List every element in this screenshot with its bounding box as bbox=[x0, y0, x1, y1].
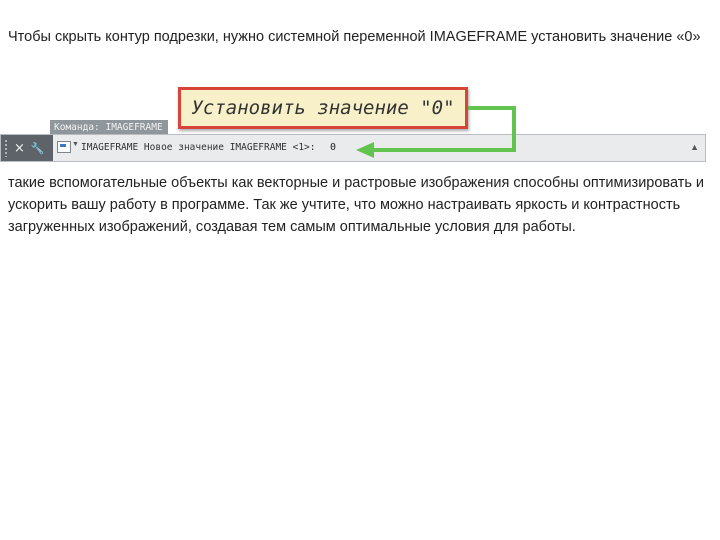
callout-label: Установить значение "0" bbox=[178, 87, 468, 129]
autocad-screenshot bbox=[0, 86, 720, 166]
command-bar-controls bbox=[1, 135, 53, 161]
grip-handle-icon[interactable] bbox=[4, 139, 8, 157]
chevron-down-icon[interactable]: ▼ bbox=[72, 141, 79, 148]
wrench-icon[interactable]: 🔧 bbox=[30, 141, 45, 155]
command-prompt-icon[interactable] bbox=[57, 141, 71, 153]
intro-paragraph: Чтобы скрыть контур подрезки, нужно системной переменной IMAGEFRAME установить значение «0» bbox=[8, 29, 701, 45]
command-input-value[interactable]: 0 bbox=[330, 142, 337, 153]
command-prompt-text: IMAGEFRAME Новое значение IMAGEFRAME <1>: bbox=[81, 142, 316, 153]
command-line-bar bbox=[0, 134, 706, 162]
chevron-up-icon[interactable]: ▲ bbox=[690, 142, 699, 152]
close-icon[interactable]: × bbox=[14, 140, 25, 156]
body-paragraph: такие вспомогательные объекты как векторные и растровые изображения способны оптимизировать и ускорить вашу работу в программе. Так же учтите, что можно настраивать яркость и контрастность загруженных изображений, создавая тем самым оптимальные условия для работы. bbox=[8, 175, 705, 235]
command-history-line: Команда: IMAGEFRAME bbox=[50, 120, 168, 135]
